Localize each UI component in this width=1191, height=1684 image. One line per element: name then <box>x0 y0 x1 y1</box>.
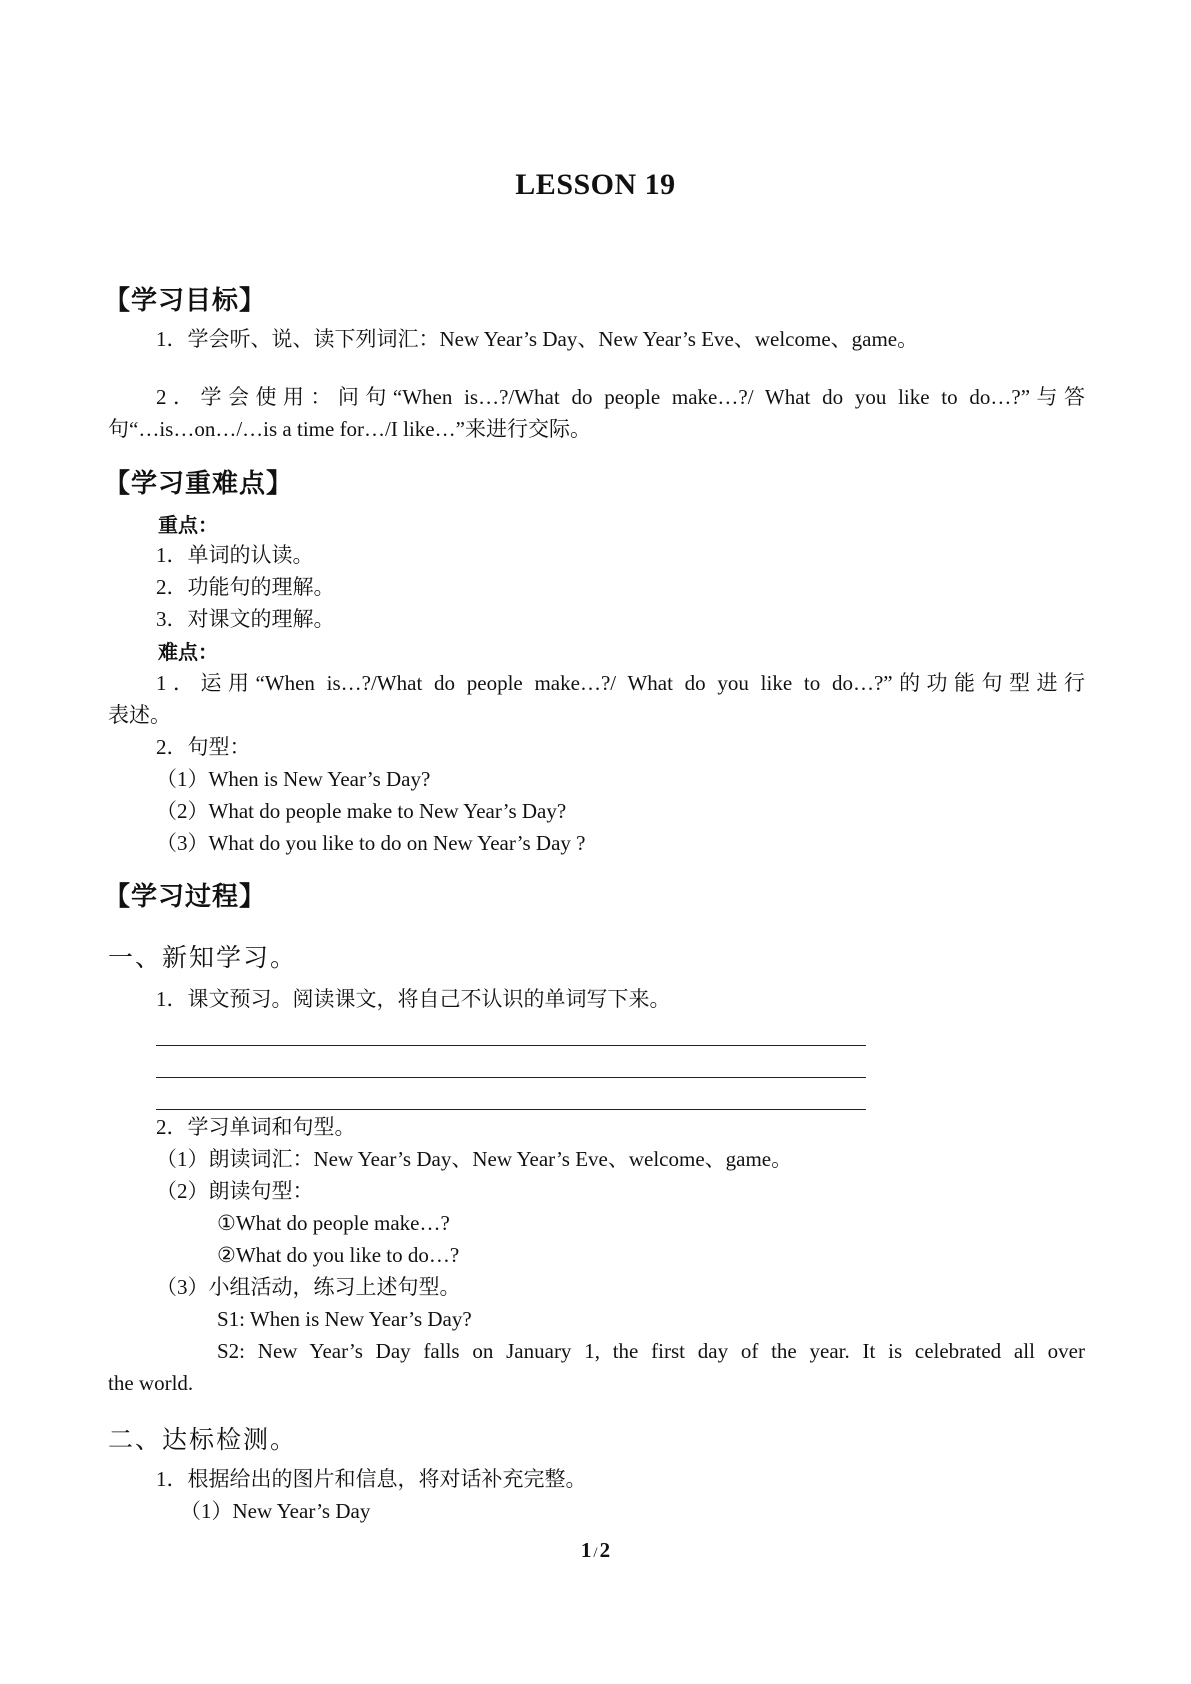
difficult-label: 难点： <box>158 640 218 664</box>
goals-item-1: 1．学会听、说、读下列词汇：New Year’s Day、New Year’s Eve、welcome、game。 <box>156 327 919 351</box>
page-current: 1 <box>580 1538 592 1562</box>
section-1-sub-2: （2）朗读句型： <box>156 1179 314 1203</box>
section-1-title: 一、新知学习。 <box>108 943 298 972</box>
goals-item-2: 2．学会使用：问句“When is…?/What do people make…?/ What do you like to do…?”与答 <box>156 385 1085 409</box>
section-1-item-2: 2．学习单词和句型。 <box>156 1115 356 1139</box>
key-label: 重点： <box>158 513 218 537</box>
answer-blank-line-3[interactable] <box>156 1109 866 1110</box>
difficult-item-1-cont: 表述。 <box>108 703 171 727</box>
pattern-3: （3）What do you like to do on New Year’s Day ? <box>156 831 586 855</box>
answer-blank-line-2[interactable] <box>156 1077 866 1078</box>
process-heading: 【学习过程】 <box>104 882 267 912</box>
pattern-1: （1）When is New Year’s Day? <box>156 767 431 791</box>
section-1-sub-1: （1）朗读词汇：New Year’s Day、New Year’s Eve、welcome、game。 <box>156 1147 793 1171</box>
key-item-3: 3．对课文的理解。 <box>156 607 335 631</box>
section-1-item-1: 1．课文预习。阅读课文，将自己不认识的单词写下来。 <box>156 987 671 1011</box>
goals-heading: 【学习目标】 <box>104 286 267 316</box>
section-2-sub-1: （1）New Year’s Day <box>180 1499 371 1523</box>
answer-blank-line-1[interactable] <box>156 1045 866 1046</box>
dialogue-s2: S2: New Year’s Day falls on January 1, the first day of the year. It is celebrated all over <box>217 1339 1085 1363</box>
dialogue-s2-cont: the world. <box>108 1371 194 1395</box>
page-total: 2 <box>599 1538 611 1562</box>
pattern-2: （2）What do people make to New Year’s Day? <box>156 799 567 823</box>
section-2-item-1: 1．根据给出的图片和信息，将对话补充完整。 <box>156 1467 587 1491</box>
section-1-sub-3: （3）小组活动，练习上述句型。 <box>156 1275 461 1299</box>
page-separator: / <box>593 1545 598 1561</box>
sentence-pattern-2: ②What do you like to do…? <box>217 1243 460 1267</box>
page-number <box>0 1538 1191 1563</box>
difficult-item-2: 2．句型： <box>156 735 251 759</box>
key-item-1: 1．单词的认读。 <box>156 543 314 567</box>
difficult-item-1: 1．运用“When is…?/What do people make…?/ What do you like to do…?”的功能句型进行 <box>156 671 1085 695</box>
goals-item-2-cont: 句“…is…on…/…is a time for…/I like…”来进行交际。 <box>108 417 591 441</box>
sentence-pattern-1: ①What do people make…? <box>217 1211 450 1235</box>
keypoints-heading: 【学习重难点】 <box>104 469 294 499</box>
lesson-title: LESSON 19 <box>515 168 676 201</box>
dialogue-s1: S1: When is New Year’s Day? <box>217 1307 472 1331</box>
key-item-2: 2．功能句的理解。 <box>156 575 335 599</box>
section-2-title: 二、达标检测。 <box>108 1425 298 1454</box>
